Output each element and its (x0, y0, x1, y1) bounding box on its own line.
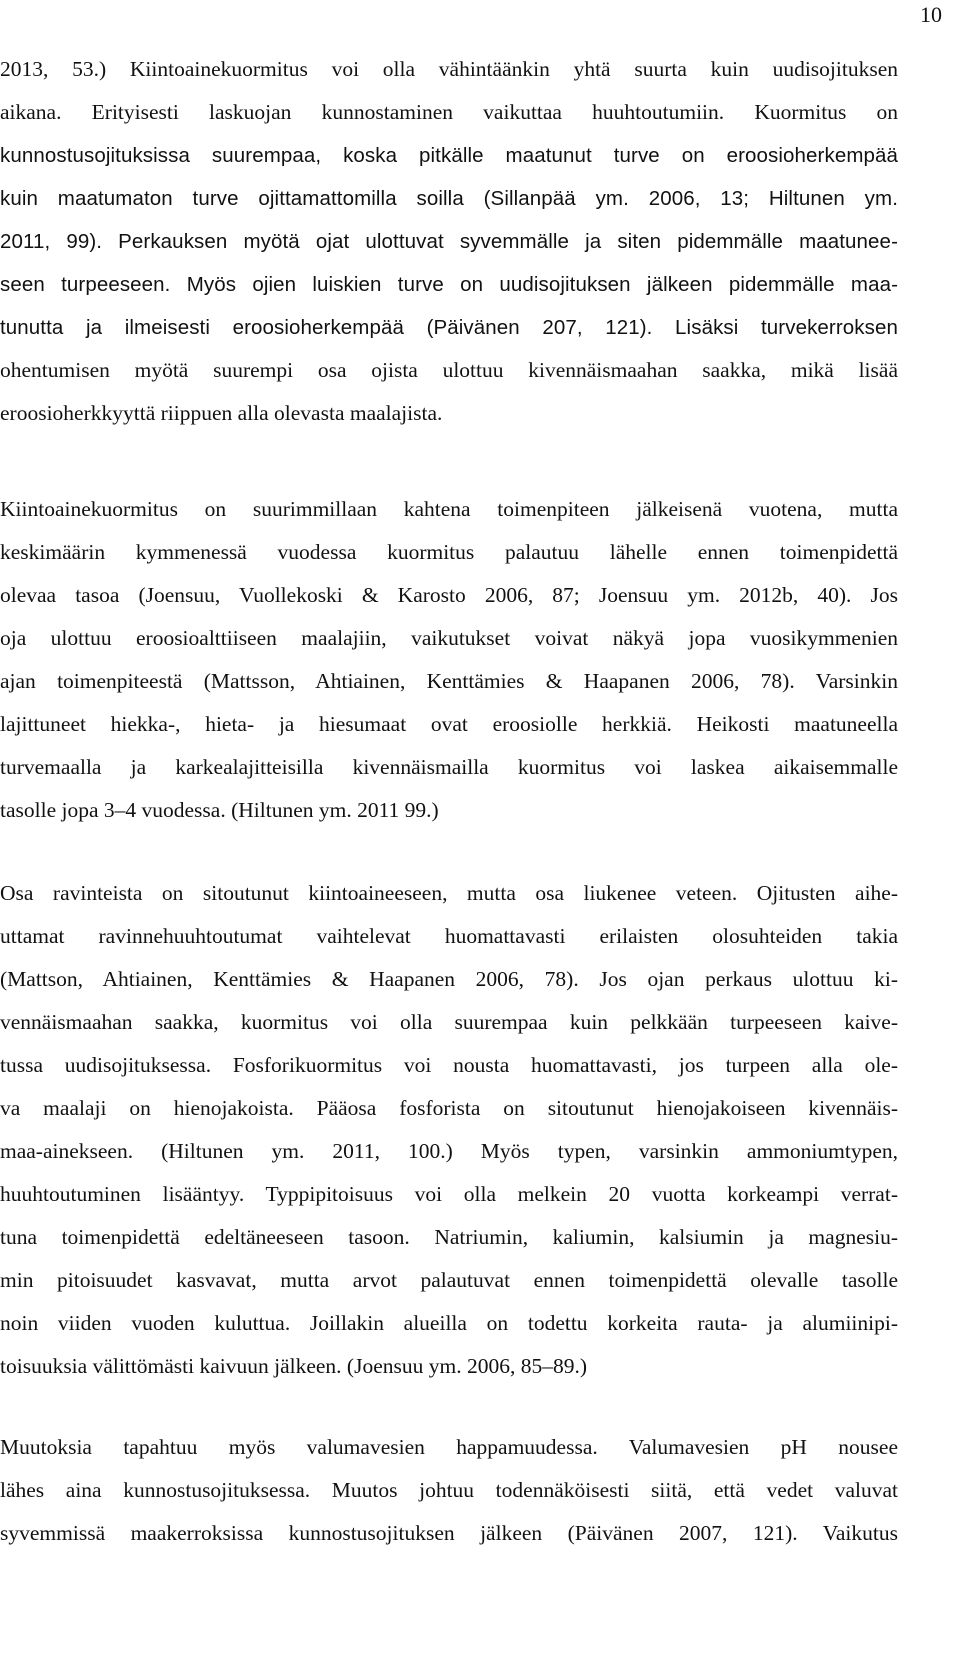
text-line: olevaa tasoa (Joensuu, Vuollekoski & Karosto 2006, 87; Joensuu ym. 2012b, 40). Jos (0, 583, 898, 607)
text-line: maa-ainekseen. (Hiltunen ym. 2011, 100.) Myös typen, varsinkin ammoniumtypen, (0, 1139, 898, 1163)
text-line: oja ulottuu eroosioalttiiseen maalajiin, vaikutukset voivat näkyä jopa vuosikymmenien (0, 626, 898, 650)
text-line: tuna toimenpidettä edeltäneeseen tasoon. Natriumin, kaliumin, kalsiumin ja magnesiu- (0, 1225, 898, 1249)
text-line: min pitoisuudet kasvavat, mutta arvot palautuvat ennen toimenpidettä olevalle tasolle (0, 1268, 898, 1292)
text-line: huuhtoutuminen lisääntyy. Typpipitoisuus voi olla melkein 20 vuotta korkeampi verrat- (0, 1182, 898, 1206)
text-line: tussa uudisojituksessa. Fosforikuormitus voi nousta huomattavasti, jos turpeen alla ole- (0, 1053, 898, 1077)
text-line: lajittuneet hiekka-, hieta- ja hiesumaat ovat eroosiolle herkkiä. Heikosti maatuneella (0, 712, 898, 736)
page-number: 10 (920, 2, 942, 27)
text-line: noin viiden vuoden kuluttua. Joillakin alueilla on todettu korkeita rauta- ja alumiinipi- (0, 1311, 898, 1335)
text-line: uttamat ravinnehuuhtoutumat vaihtelevat huomattavasti erilaisten olosuhteiden takia (0, 924, 898, 948)
text-line: tunutta ja ilmeisesti eroosioherkempää (Päivänen 207, 121). Lisäksi turvekerroksen (0, 316, 898, 339)
text-line: Osa ravinteista on sitoutunut kiintoaineeseen, mutta osa liukenee veteen. Ojitusten aihe- (0, 881, 898, 905)
text-line: 2011, 99). Perkauksen myötä ojat ulottuvat syvemmälle ja siten pidemmälle maatunee- (0, 230, 898, 253)
text-line: aikana. Erityisesti laskuojan kunnostaminen vaikuttaa huuhtoutumiin. Kuormitus on (0, 100, 898, 124)
text-line: keskimäärin kymmenessä vuodessa kuormitus palautuu lähelle ennen toimenpidettä (0, 540, 898, 564)
text-line: turvemaalla ja karkealajitteisilla kivennäismailla kuormitus voi laskea aikaisemmalle (0, 755, 898, 779)
text-line: lähes aina kunnostusojituksessa. Muutos johtuu todennäköisesti siitä, että vedet valuvat (0, 1478, 898, 1502)
text-line: eroosioherkkyyttä riippuen alla olevasta maalajista. (0, 401, 443, 425)
text-line: tasolle jopa 3–4 vuodessa. (Hiltunen ym. 2011 99.) (0, 798, 439, 822)
text-line: ajan toimenpiteestä (Mattsson, Ahtiainen, Kenttämies & Haapanen 2006, 78). Varsinkin (0, 669, 898, 693)
text-line: Muutoksia tapahtuu myös valumavesien happamuudessa. Valumavesien pH nousee (0, 1435, 898, 1459)
text-line: 2013, 53.) Kiintoainekuormitus voi olla vähintäänkin yhtä suurta kuin uudisojituksen (0, 57, 898, 81)
text-line: seen turpeeseen. Myös ojien luiskien turve on uudisojituksen jälkeen pidemmälle maa- (0, 273, 898, 296)
text-line: vennäismaahan saakka, kuormitus voi olla suurempaa kuin pelkkään turpeeseen kaive- (0, 1010, 898, 1034)
text-line: (Mattson, Ahtiainen, Kenttämies & Haapanen 2006, 78). Jos ojan perkaus ulottuu ki- (0, 967, 898, 991)
text-line: ohentumisen myötä suurempi osa ojista ulottuu kivennäismaahan saakka, mikä lisää (0, 358, 898, 382)
text-line: syvemmissä maakerroksissa kunnostusojituksen jälkeen (Päivänen 2007, 121). Vaikutus (0, 1521, 898, 1545)
text-line: va maalaji on hienojakoista. Pääosa fosforista on sitoutunut hienojakoiseen kivennäis- (0, 1096, 898, 1120)
text-line: Kiintoainekuormitus on suurimmillaan kahtena toimenpiteen jälkeisenä vuotena, mutta (0, 497, 898, 521)
text-line: toisuuksia välittömästi kaivuun jälkeen. (Joensuu ym. 2006, 85–89.) (0, 1354, 587, 1378)
text-line: kuin maatumaton turve ojittamattomilla soilla (Sillanpää ym. 2006, 13; Hiltunen ym. (0, 187, 898, 210)
text-line: kunnostusojituksissa suurempaa, koska pitkälle maatunut turve on eroosioherkempää (0, 144, 898, 167)
